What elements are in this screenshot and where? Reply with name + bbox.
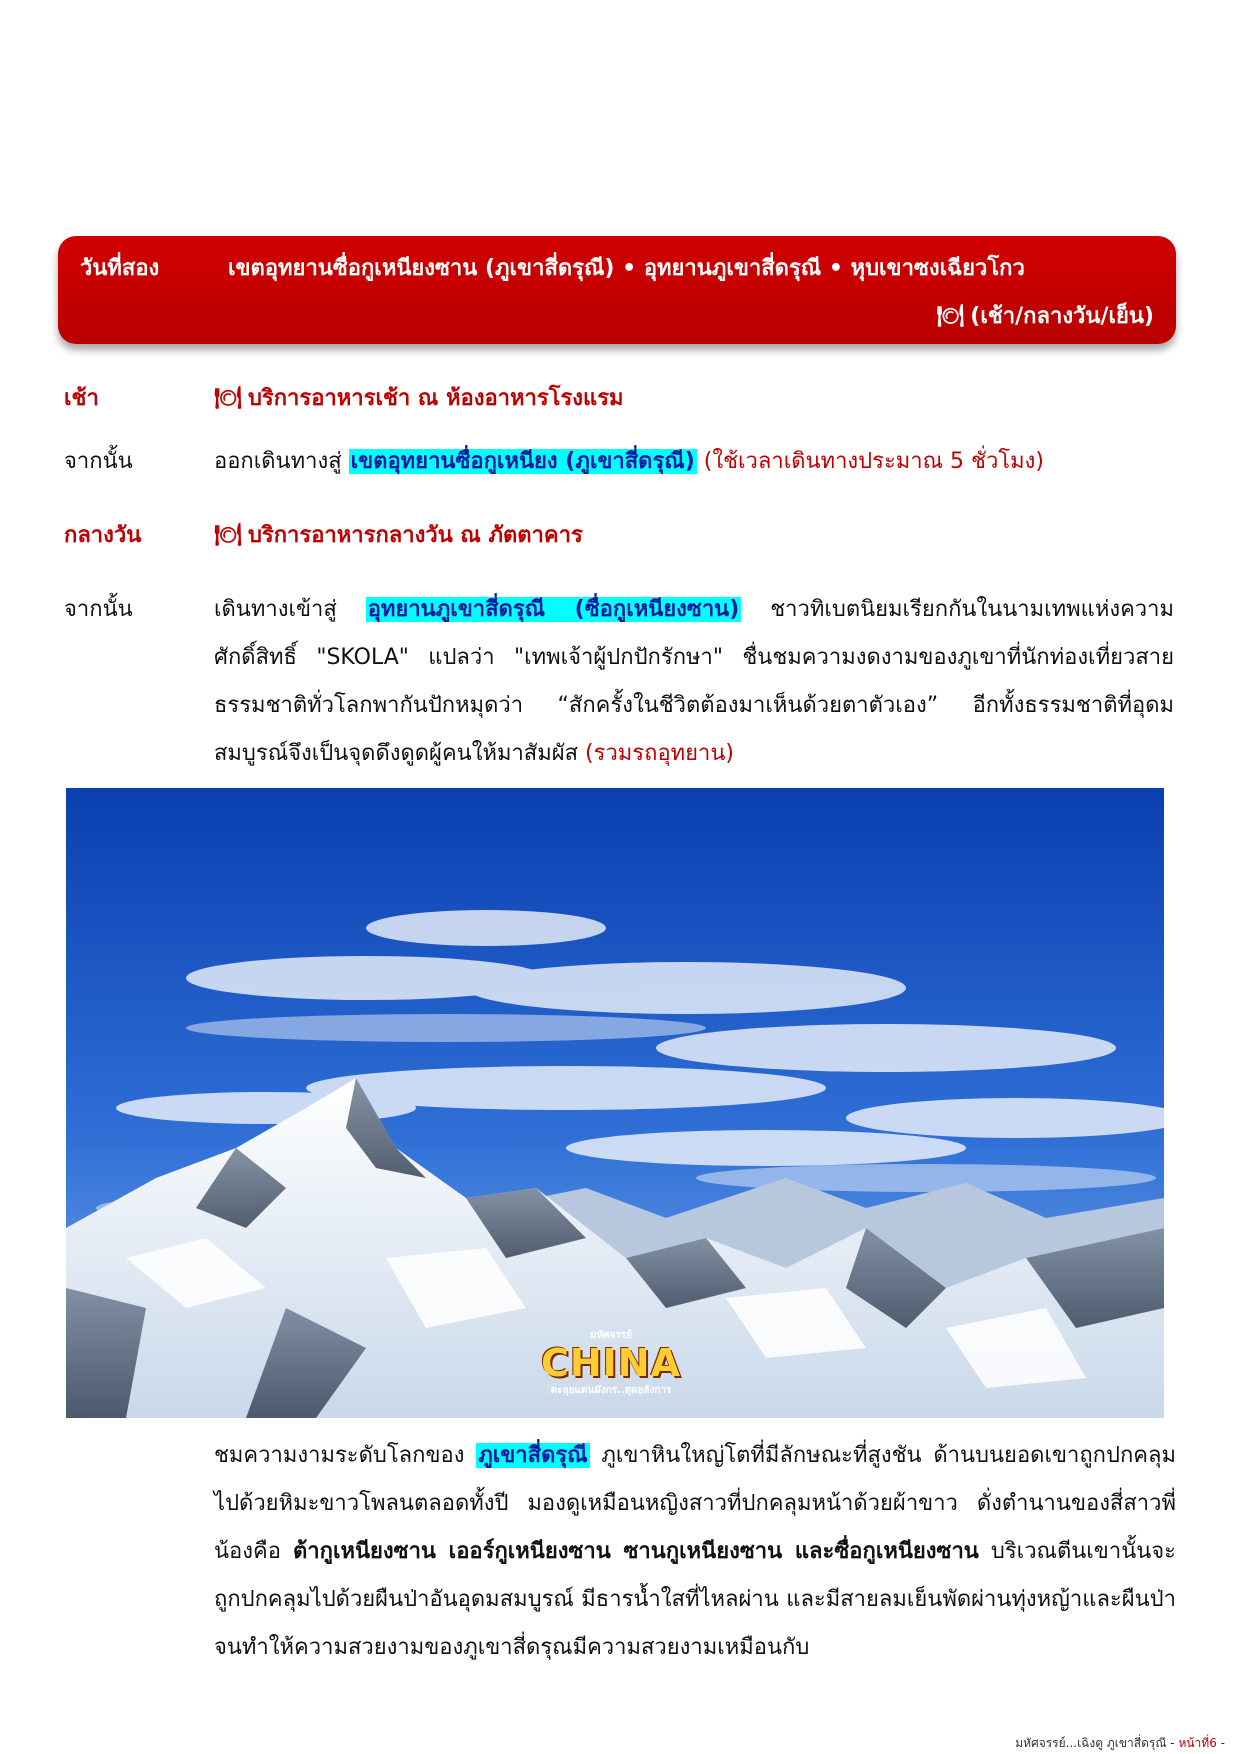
footer-end: - [1216,1736,1225,1750]
schedule-label: จากนั้น [64,597,133,622]
highlight-place: อุทยานภูเขาสี่ดรุณี (ซื่อกูเหนียงซาน) [367,597,740,622]
description-paragraph [214,1432,1176,1672]
para-before: ชมความงามระดับโลกของ [214,1443,477,1468]
schedule-text-after: (ใช้เวลาเดินทางประมาณ 5 ชั่วโมง) [696,449,1044,474]
schedule-label: กลางวัน [64,523,142,548]
schedule-text-before: ออกเดินทางสู่ [214,449,349,474]
schedule-text [214,586,1174,778]
schedule-text-before: เดินทางเข้าสู่ [214,597,366,622]
para-after: บริเวณตีนเขานั้นจะถูกปกคลุมไปด้วยผืนป่าอันอุดมสมบูรณ์ มีธารน้ำใสที่ไหลผ่าน และมีสายลมเย็นพัดผ่านทุ่งหญ้าและผืนป่า จนทำให้ความสวยงามของภูเขาสี่ดรุณมีความสวยงามเหมือนกับ [214,1539,1176,1660]
schedule-label: จากนั้น [64,449,133,474]
schedule-label: เช้า [64,386,99,411]
logo-top-text: มหัศจรรย์ [590,1330,632,1341]
day-label: วันที่สอง [80,256,160,281]
schedule-text [214,375,1174,423]
schedule-text-after: ชาวทิเบตนิยมเรียกกันในนามเทพแห่งความศักดิ์สิทธิ์ "SKOLA" แปลว่า "เทพเจ้าผู้ปกปักรักษา" ชื่นชมความงดงามของภูเขาที่นักท่องเที่ยวสายธรรมชาติทั่วโลกพากันปักหมุดว่า “สักครั้งในชีวิตต้องมาเห็นด้วยตาตัวเอง” อีกทั้งธรรมชาติที่อุดมสมบูรณ์จึงเป็นจุดดึงดูดผู้คนให้มาสัมผัส [214,597,1174,766]
day-title: เขตอุทยานซื่อกูเหนียงซาน (ภูเขาสี่ดรุณี) • อุทยานภูเขาสี่ดรุณี • หุบเขาซงเฉียวโกว [228,256,1025,281]
mountain-illustration [66,788,1164,1418]
logo-main-text: CHINA [540,1341,682,1385]
highlight-place: ภูเขาสี่ดรุณี [478,1443,588,1468]
highlight-place: เขตอุทยานซื่อกูเหนียง (ภูเขาสี่ดรุณี) [350,449,695,474]
schedule-note: (รวมรถอุทยาน) [585,741,735,766]
meal-icon: 🍽 [214,386,242,411]
page-footer [1015,1734,1225,1753]
day-banner [58,236,1176,344]
para-middle: ภูเขาหินใหญ่โตที่มีลักษณะที่สูงชัน ด้านบนยอดเขาถูกปกคลุมไปด้วยหิมะขาวโพลนตลอดทั้งปี มองดูเหมือนหญิงสาวที่ปกคลุมหน้าด้วยผ้าขาว ดั่งตำนานของสี่สาวพี่น้องคือ [214,1443,1176,1564]
day-meals-text: (เช้า/กลางวัน/เย็น) [970,304,1154,329]
day-meals [936,298,1154,333]
mountain-photo [66,788,1164,1418]
meal-icon: 🍽 [936,304,965,329]
meal-icon: 🍽 [214,523,242,548]
schedule-text [214,512,1174,560]
para-bold: ต้ากูเหนียงซาน เออร์กูเหนียงซาน ซานกูเหนียงซาน และซื่อกูเหนียงซาน [292,1539,979,1564]
china-logo [516,1328,706,1398]
footer-text: มหัศจรรย์...เฉิงตู ภูเขาสี่ดรุณี - [1015,1736,1179,1750]
schedule-text [214,438,1174,486]
logo-sub-text: ตะลุยแดนมังกร..สุดอลังการ [550,1385,672,1396]
schedule-text-content: บริการอาหารเช้า ณ ห้องอาหารโรงแรม [247,386,624,411]
page-number: หน้าที่6 [1178,1736,1217,1750]
schedule-text-content: บริการอาหารกลางวัน ณ ภัตตาคาร [247,523,583,548]
